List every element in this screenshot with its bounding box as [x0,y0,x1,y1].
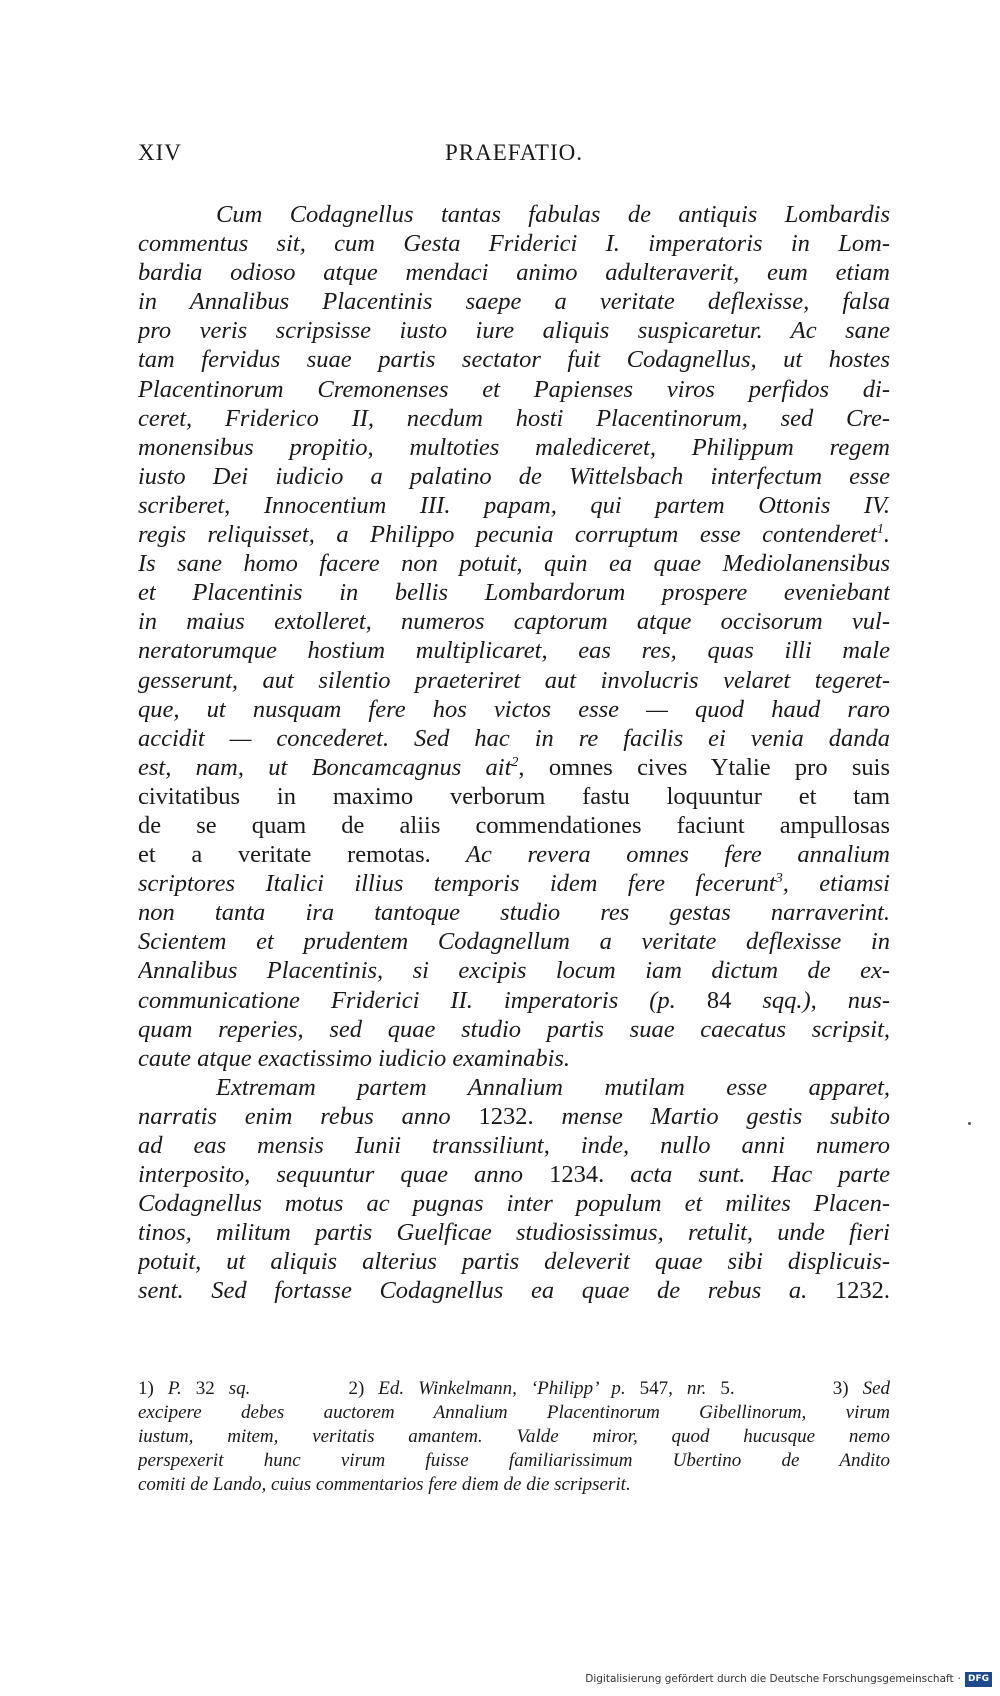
footnote-line: perspexerit hunc virum fuisse familiarissimum Ubertino de Andito [138,1450,890,1471]
body-line: et a veritate remotas. Ac revera omnes fere annalium [138,841,890,869]
digitization-note: Digitalisierung gefördert durch die Deutsche Forschungsgemeinschaft · DFG [585,1670,992,1688]
footnote-marker: 2 [511,754,519,770]
footnotes [138,1377,890,1497]
body-line: tam fervidus suae partis sectator fuit Codagnellus, ut hostes [138,346,890,374]
body-text [138,200,890,1306]
body-line: de se quam de aliis commendationes faciunt ampullosas [138,811,890,839]
body-line: ad eas mensis Iunii transsiliunt, inde, nullo anni numero [138,1132,890,1159]
body-line: Extremam partem Annalium mutilam esse apparet, [216,1073,890,1101]
body-line: narratis enim rebus anno 1232. mense Martio gestis subito [138,1102,890,1130]
body-line: sent. Sed fortasse Codagnellus ea quae de rebus a. 1232. [138,1277,890,1305]
body-line: iusto Dei iudicio a palatino de Wittelsbach interfectum esse [138,462,890,490]
footnote-line: iustum, mitem, veritatis amantem. Valde miror, quod hucusque nemo [138,1426,890,1447]
footnote-line: excipere debes auctorem Annalium Placentinorum Gibellinorum, virum [138,1402,890,1423]
scan-speck [968,1122,971,1125]
body-line: Placentinorum Cremonenses et Papienses viros perfidos di- [138,375,890,403]
body-line: quam reperies, sed quae studio partis suae caecatus scripsit, [138,1015,890,1043]
body-line: in maius extolleret, numeros captorum atque occisorum vul- [138,608,890,636]
body-line: Cum Codagnellus tantas fabulas de antiquis Lombardis [216,201,890,228]
body-line: interposito, sequuntur quae anno 1234. acta sunt. Hac parte [138,1161,890,1189]
dfg-logo-icon: DFG [965,1672,992,1687]
body-line: Is sane homo facere non potuit, quin ea quae Mediolanensibus [138,550,890,578]
body-line: que, ut nusquam fere hos victos esse — quod haud raro [138,695,890,723]
body-line: monensibus propitio, multoties malediceret, Philippum regem [138,433,890,461]
digitization-text: Digitalisierung gefördert durch die Deutsche Forschungsgemeinschaft [585,1673,954,1685]
page-number: XIV [138,140,182,165]
footnote-marker: 1 [876,521,884,537]
body-line: est, nam, ut Boncamcagnus ait$^2$, omnes cives Ytalie pro suis [138,753,890,781]
body-line: scriberet, Innocentium III. papam, qui partem Ottonis IV. [138,491,890,519]
footnote-number: 3) [832,1378,849,1399]
body-line: pro veris scripsisse iusto iure aliquis suspicaretur. Ac sane [138,317,890,345]
body-line: Scientem et prudentem Codagnellum a veritate deflexisse in [138,928,890,956]
body-line: tinos, militum partis Guelficae studiosissimus, retulit, unde fieri [138,1219,890,1247]
body-line: gesserunt, aut silentio praeteriret aut involucris velaret tegeret- [138,666,890,694]
footnote-marker: 3 [775,871,783,886]
footnote-line: comiti de Lando, cuius commentarios fere diem de die scripserit. [138,1474,631,1495]
body-line: et Placentinis in bellis Lombardorum prospere eveniebant [138,579,890,607]
body-line: commentus sit, cum Gesta Friderici I. imperatoris in Lom- [138,230,890,258]
page-header-title: PRAEFATIO. [444,140,583,165]
body-line: bardia odioso atque mendaci animo adulteraverit, eum etiam [138,259,890,287]
body-line: accidit — concederet. Sed hac in re facilis ei venia danda [138,724,890,752]
body-line: Annalibus Placentinis, si excipis locum iam dictum de ex- [138,957,890,985]
footnote-line: 1) P. 32 sq. 2) Ed. Winkelmann, ‘Philipp’ p. 547, nr. 5. 3) Sed [138,1378,890,1399]
footnote-number: 1) [138,1378,154,1399]
running-head [138,140,890,170]
body-line: in Annalibus Placentinis saepe a veritate deflexisse, falsa [138,288,890,316]
body-line: communicatione Friderici II. imperatoris (p. 84 sqq.), nus- [138,986,890,1014]
body-line: caute atque exactissimo iudicio examinabis. [138,1044,571,1072]
body-line: Codagnellus motus ac pugnas inter populum et milites Placen- [138,1190,890,1218]
body-line: scriptores Italici illius temporis idem fere fecerunt$^3$, etiamsi [138,870,890,898]
body-line: civitatibus in maximo verborum fastu loquuntur et tam [138,782,890,810]
body-line: neratorumque hostium multiplicaret, eas res, quas illi male [138,637,890,665]
body-line: ceret, Friderico II, necdum hosti Placentinorum, sed Cre- [138,404,890,432]
footnote-number: 2) [348,1378,365,1399]
body-line: potuit, ut aliquis alterius partis deleverit quae sibi displicuis- [138,1248,890,1276]
body-line: non tanta ira tantoque studio res gestas narraverint. [138,899,890,927]
body-line: regis reliquisset, a Philippo pecunia corruptum esse contenderet$^1$. [138,521,890,549]
